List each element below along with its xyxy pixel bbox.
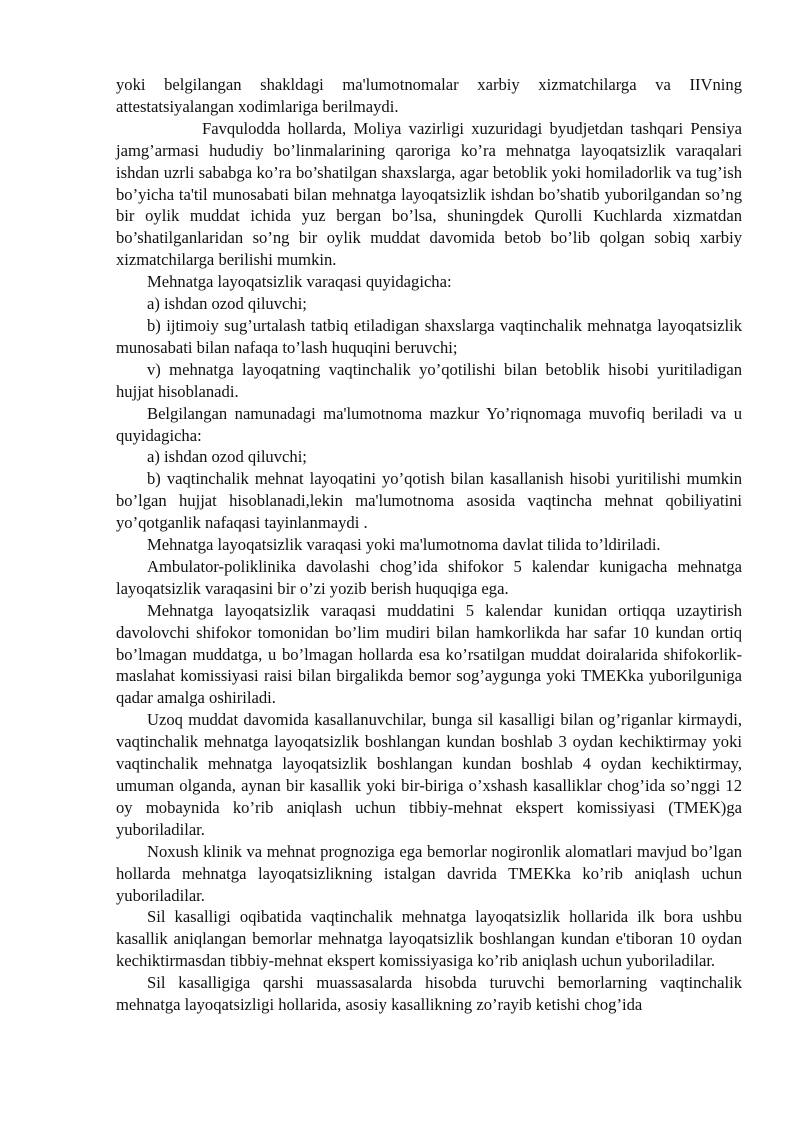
paragraph-tuberculosis: Sil kasalligi oqibatida vaqtinchalik mehnatga layoqatsizlik hollarida ilk bora ushbu kasallik aniqlangan bemorlar mehnatga layoqatsizlik boshlangan kundan e'tiboran 10 oydan kechiktirmasdan tibbiy-mehnat ekspert komissiyasiga ko’rib aniqlash uchun yuboriladilar. [116, 907, 742, 971]
paragraph-extension: Mehnatga layoqatsizlik varaqasi muddatini 5 kalendar kunidan ortiqqa uzaytirish davolovchi shifokor tomonidan bo’lim mudiri bilan hamkorlikda har safar 10 kundan ortiq bo’lmagan muddatga, u bo’lmagan hollarda esa ko’rsatilgan muddat doiralarida shifokorlik-maslahat komissiyasi raisi bilan birgalikda bemor sog’aygunga yoki TMEKka yuborilguniga qadar amalga oshiriladi. [116, 600, 742, 708]
list-item-a-certificate: a) ishdan ozod qiluvchi; [147, 447, 307, 467]
list-item-v-sheet: v) mehnatga layoqatning vaqtinchalik yo’qotilishi bilan betoblik hisobi yuritiladigan hujjat hisoblanadi. [116, 359, 742, 401]
document-page [116, 74, 742, 1016]
paragraph-certificate-intro: Belgilangan namunadagi ma'lumotnoma mazkur Yo’riqnomaga muvofiq beriladi va u quyidagicha: [116, 403, 742, 445]
list-item-b-sheet: b) ijtimoiy sug’urtalash tatbiq etiladigan shaxslarga vaqtinchalik mehnatga layoqatsizlik munosabati bilan nafaqa to’lash huquqini beruvchi; [116, 315, 742, 357]
paragraph-unfavorable-prognosis: Noxush klinik va mehnat prognoziga ega bemorlar nogironlik alomatlari mavjud bo’lgan hollarda mehnatga layoqatsizlikning istalgan davrida TMEKka ko’rib aniqlash uchun yuboriladilar. [116, 841, 742, 905]
paragraph-state-language: Mehnatga layoqatsizlik varaqasi yoki ma'lumotnoma davlat tilida to’ldiriladi. [147, 535, 661, 555]
paragraph-tuberculosis-institutions: Sil kasalligiga qarshi muassasalarda hisobda turuvchi bemorlarning vaqtinchalik mehnatga layoqatsizligi hollarida, asosiy kasallikning zo’rayib ketishi chog’ida [116, 973, 742, 1015]
list-item-b-certificate: b) vaqtinchalik mehnat layoqatini yo’qotish bilan kasallanish hisobi yuritilishi mumkin bo’lgan hujjat hisoblanadi,lekin ma'lumotnoma asosida vaqtincha mehnat qobiliyatini yo’qotganlik nafaqasi tayinlanmaydi . [116, 469, 742, 533]
paragraph-sheet-intro: Mehnatga layoqatsizlik varaqasi quyidagicha: [147, 272, 452, 292]
paragraph-long-term: Uzoq muddat davomida kasallanuvchilar, bunga sil kasalligi bilan og’riganlar kirmaydi, vaqtinchalik mehnatga layoqatsizlik boshlangan kundan boshlab 3 oydan kechiktirmay yoki vaqtinchalik mehnatga layoqatsizlik boshlangan kundan boshlab 4 oydan kechiktirmay, umuman olganda, aynan bir kasallik yoki bir-biriga o’xshash kasalliklar chog’ida so’nggi 12 oy mobaynida ko’rib aniqlash uchun tibbiy-mehnat ekspert komissiyasi (TMEK)ga yuboriladilar. [116, 710, 742, 839]
paragraph-outpatient: Ambulator-poliklinika davolashi chog’ida shifokor 5 kalendar kunigacha mehnatga layoqatsizlik varaqasini bir o’zi yozib berish huquqiga ega. [116, 556, 742, 598]
list-item-a-sheet: a) ishdan ozod qiluvchi; [147, 294, 307, 314]
paragraph-emergency-cases: Favqulodda hollarda, Moliya vazirligi xuzuridagi byudjetdan tashqari Pensiya jamg’armasi hududiy bo’linmalarining qaroriga ko’ra mehnatga layoqatsizlik varaqalari ishdan uzrli sababga ko’ra bo’shatilgan shaxslarga, agar betoblik yoki homiladorlik va tug’ish bo’yicha ta'til munosabati bilan mehnatga layoqatsizlik ishdan bo’shatib yuborilgandan so’ng bir oylik muddat ichida yuz bergan bo’lsa, shuningdek Qurolli Kuchlarda xizmatdan bo’shatilganlaridan so’ng bir oylik muddat davomida betob bo’lib qolgan sobiq xarbiy xizmatchilarga berilishi mumkin. [116, 118, 742, 270]
paragraph-continuation: yoki belgilangan shakldagi ma'lumotnomalar xarbiy xizmatchilarga va IIVning attestatsiyalangan xodimlariga berilmaydi. [116, 75, 742, 116]
